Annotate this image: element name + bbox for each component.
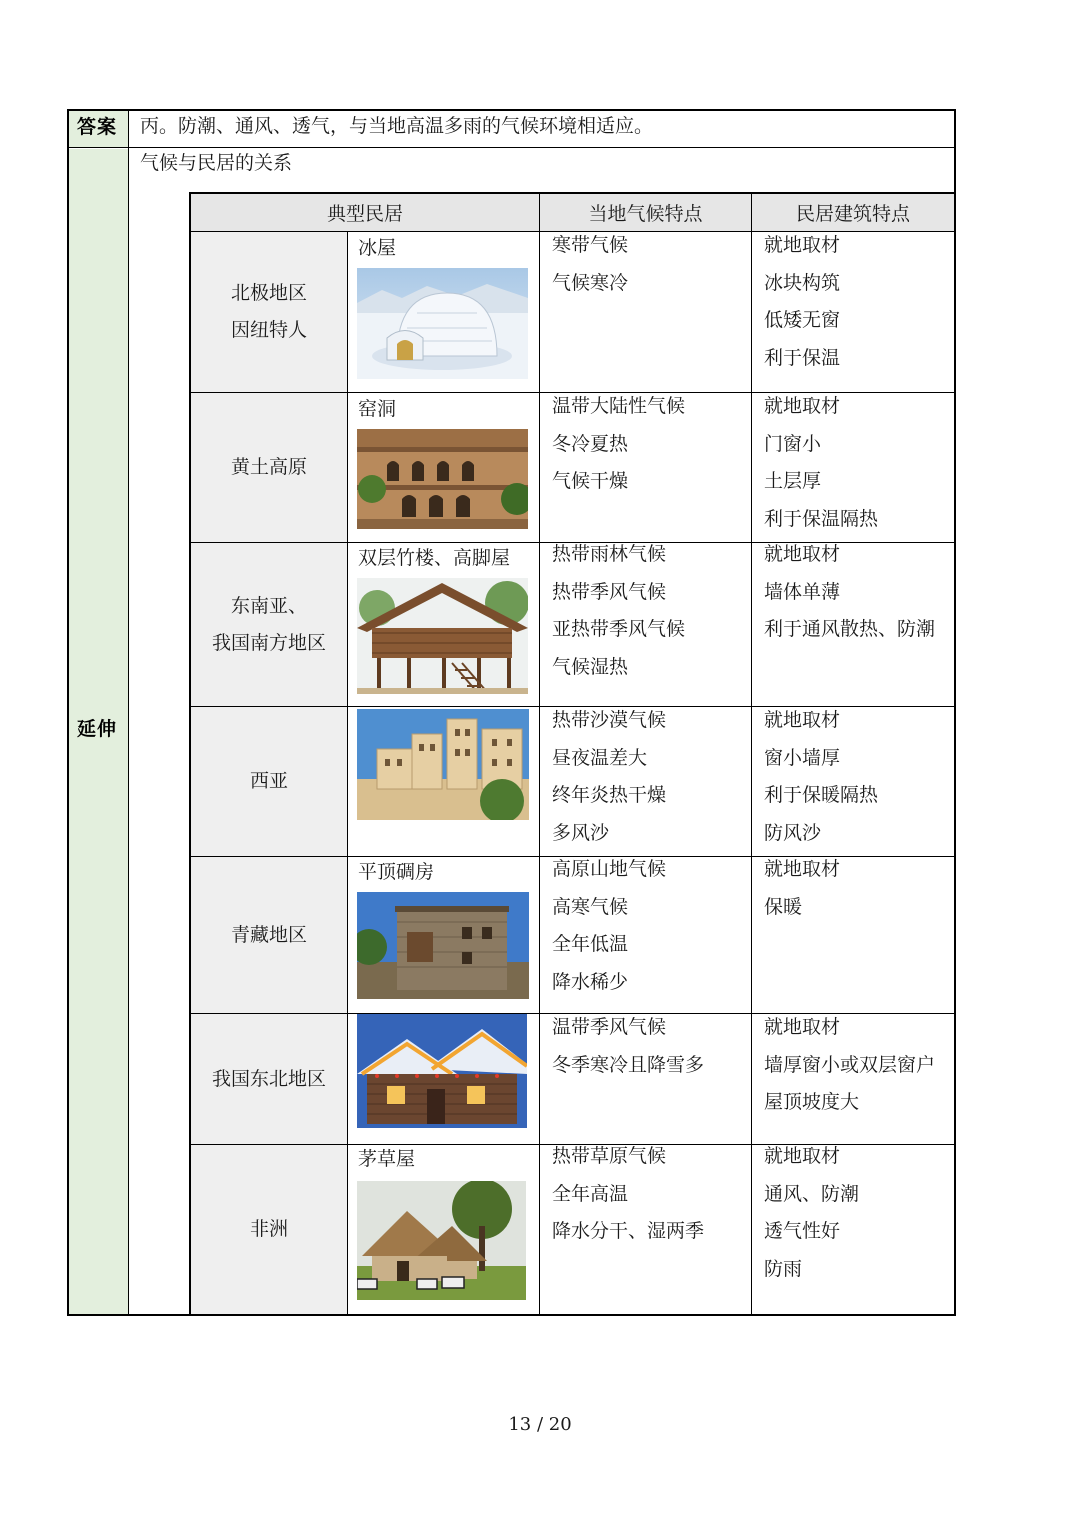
climate-item: 热带季风气候 <box>552 580 667 603</box>
climate-item: 气候干燥 <box>552 470 629 492</box>
building-item: 窗小墙厚 <box>764 746 841 769</box>
region-label: 西亚 <box>249 770 288 792</box>
building-item: 就地取材 <box>764 709 841 731</box>
region-cell-loess <box>191 393 347 542</box>
building-item: 低矮无窗 <box>764 309 841 331</box>
extend-tag: 延伸 <box>77 718 118 740</box>
climate-list <box>552 388 685 501</box>
building-item: 利于保温 <box>764 346 841 369</box>
desert-houses-image <box>357 709 529 820</box>
building-item: 通风、防潮 <box>764 1182 860 1205</box>
climate-item: 气候寒冷 <box>552 271 629 294</box>
building-item: 就地取材 <box>764 395 841 417</box>
climate-item: 终年炎热干燥 <box>552 784 667 806</box>
building-item: 利于保暖隔热 <box>764 784 879 806</box>
igloo-image <box>357 268 528 379</box>
building-item: 土层厚 <box>764 470 822 492</box>
northeast-log-house-image <box>357 1014 527 1128</box>
climate-list <box>552 1138 704 1251</box>
region-cell-southeast-asia <box>191 543 347 706</box>
building-list <box>764 536 935 649</box>
header-dwelling: 典型民居 <box>191 194 539 231</box>
building-list <box>764 851 840 926</box>
climate-item: 亚热带季风气候 <box>552 618 686 640</box>
region-label: 我国东北地区 <box>211 1067 326 1090</box>
climate-item: 热带雨林气候 <box>552 543 667 565</box>
region-label: 东南亚、 <box>230 594 307 617</box>
building-item: 利于保温隔热 <box>764 507 879 530</box>
building-item: 利于通风散热、防潮 <box>764 618 936 640</box>
dwelling-name: 茅草屋 <box>358 1148 416 1170</box>
dwelling-name: 双层竹楼、高脚屋 <box>358 547 511 569</box>
building-item: 就地取材 <box>764 543 841 565</box>
region-cell-tibet <box>191 857 347 1013</box>
region-label: 北极地区 <box>230 282 307 304</box>
stilt-house-image <box>357 578 528 694</box>
climate-list <box>552 227 628 302</box>
answer-text: 丙。防潮、通风、透气，与当地高温多雨的气候环境相适应。 <box>140 115 654 137</box>
building-item: 保暖 <box>764 895 803 918</box>
dwelling-name: 平顶碉房 <box>358 861 435 883</box>
dwelling-name: 窑洞 <box>358 398 397 420</box>
climate-list <box>552 702 666 852</box>
region-cell-arctic <box>191 232 347 392</box>
region-label: 青藏地区 <box>230 923 307 946</box>
building-item: 就地取材 <box>764 1145 841 1167</box>
dwelling-name: 冰屋 <box>358 237 397 259</box>
building-item: 防雨 <box>764 1257 803 1280</box>
building-item: 透气性好 <box>764 1220 841 1242</box>
tibetan-stone-house-image <box>357 892 529 999</box>
region-label: 黄土高原 <box>230 456 307 478</box>
region-cell-africa <box>191 1145 347 1314</box>
region-cell-west-asia <box>191 707 347 856</box>
climate-item: 热带草原气候 <box>552 1145 667 1167</box>
climate-list <box>552 536 685 686</box>
climate-item: 寒带气候 <box>552 234 629 256</box>
climate-item: 多风沙 <box>552 821 610 844</box>
thatched-hut-image <box>357 1181 526 1300</box>
region-label: 因纽特人 <box>230 319 307 341</box>
climate-item: 高原山地气候 <box>552 858 667 880</box>
header-climate: 当地气候特点 <box>540 194 751 231</box>
climate-item: 高寒气候 <box>552 895 629 918</box>
climate-item: 冬冷夏热 <box>552 432 629 455</box>
cave-dwelling-image <box>357 429 528 529</box>
building-list <box>764 702 878 852</box>
climate-item: 温带大陆性气候 <box>552 395 686 417</box>
building-item: 就地取材 <box>764 858 841 880</box>
climate-list <box>552 851 666 1001</box>
building-list <box>764 1138 859 1288</box>
climate-item: 降水稀少 <box>552 970 629 993</box>
region-label: 非洲 <box>249 1218 288 1240</box>
section-subtitle: 气候与民居的关系 <box>140 152 293 174</box>
region-cell-northeast-china <box>191 1014 347 1144</box>
building-item: 门窗小 <box>764 432 822 455</box>
region-label: 我国南方地区 <box>211 631 326 654</box>
building-item: 冰块构筑 <box>764 271 841 294</box>
building-item: 墙厚窗小或双层窗户 <box>764 1053 936 1076</box>
climate-item: 冬季寒冷且降雪多 <box>552 1053 705 1076</box>
climate-item: 全年低温 <box>552 933 629 955</box>
climate-item: 全年高温 <box>552 1182 629 1205</box>
climate-item: 热带沙漠气候 <box>552 709 667 731</box>
climate-item: 昼夜温差大 <box>552 746 648 769</box>
climate-list <box>552 1009 704 1084</box>
building-item: 墙体单薄 <box>764 580 841 603</box>
building-item: 就地取材 <box>764 1016 841 1038</box>
header-building: 民居建筑特点 <box>752 194 954 231</box>
answer-tag: 答案 <box>77 116 118 138</box>
page-number: 13 / 20 <box>508 1414 572 1435</box>
climate-item: 温带季风气候 <box>552 1016 667 1038</box>
climate-item: 气候湿热 <box>552 655 629 678</box>
building-list <box>764 388 878 538</box>
climate-item: 降水分干、湿两季 <box>552 1220 705 1242</box>
building-item: 屋顶坡度大 <box>764 1091 860 1113</box>
building-list <box>764 227 840 377</box>
building-list <box>764 1009 935 1122</box>
building-item: 防风沙 <box>764 821 822 844</box>
building-item: 就地取材 <box>764 234 841 256</box>
